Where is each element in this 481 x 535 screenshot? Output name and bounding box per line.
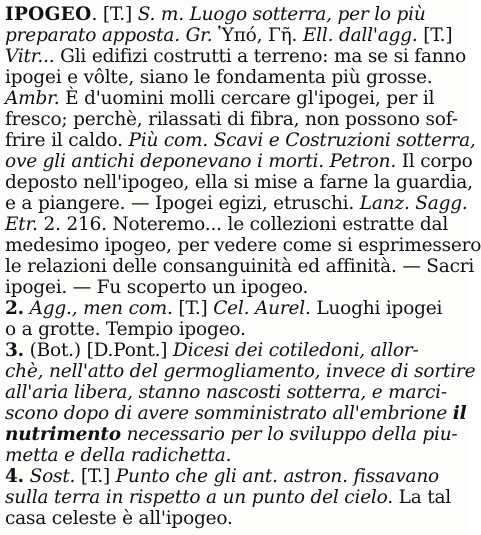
entry-line: ipogei. — Fu scoperto un ipogeo. — [5, 277, 309, 298]
entry-line: deposto nell'ipogeo, ella si mise a farne la guardia, — [5, 172, 473, 193]
entry-line: nutrimento necessario per lo sviluppo della piu- — [5, 424, 458, 445]
entry-line: scono dopo di avere somministrato all'embrione il — [5, 403, 467, 424]
entry-line: ipogei e vôlte, siano le fondamenta più grosse. — [5, 67, 433, 88]
headword: IPOGEO — [5, 4, 92, 25]
entry-line: medesimo ipogeo, per vedere come si esprimessero — [5, 235, 481, 256]
entry-line: Etr. 2. 216. Noteremo... le collezioni estratte dal — [5, 214, 449, 235]
entry-line: metta e della radichetta. — [5, 445, 232, 466]
entry-line: IPOGEO. [T.] S. m. Luogo sotterra, per lo più — [5, 4, 426, 25]
entry-line: o a grotte. Tempio ipogeo. — [5, 319, 246, 340]
entry-line: all'aria libera, stanno nascosti sotterra, e marci- — [5, 382, 447, 403]
entry-line: Vitr... Gli edifizi costrutti a terreno: ma se si fanno — [5, 46, 467, 67]
entry-line: e a piangere. — Ipogei egizi, etruschi. Lanz. Sagg. — [5, 193, 468, 214]
entry-line: 2. Agg., men com. [T.] Cel. Aurel. Luoghi ipogei — [5, 298, 443, 319]
entry-line: le relazioni delle consanguinità ed affinità. — Sacri — [5, 256, 475, 277]
entry-line: casa celeste è all'ipogeo. — [5, 508, 233, 529]
entry-line: chè, nell'atto del germogliamento, invece di sortire — [5, 361, 476, 382]
entry-line: sulla terra in rispetto a un punto del cielo. La tal — [5, 487, 452, 508]
entry-line: 4. Sost. [T.] Punto che gli ant. astron. fissavano — [5, 466, 439, 487]
entry-line: 3. (Bot.) [D.Pont.] Dicesi dei cotiledoni, allor- — [5, 340, 419, 361]
entry-line: Ambr. È d'uomini molli cercare gl'ipogei, per il — [5, 88, 435, 109]
entry-line: fresco; perchè, rilassati di fibra, non possono sof- — [5, 109, 458, 130]
entry-line: preparato apposta. Gr. Ὑπό, Γῆ. Ell. dall'agg. [T.] — [5, 25, 453, 46]
entry-line: ove gli antichi deponevano i morti. Petron. Il corpo — [5, 151, 473, 172]
entry-line: frire il caldo. Più com. Scavi e Costruzioni sotterra, — [5, 130, 476, 151]
